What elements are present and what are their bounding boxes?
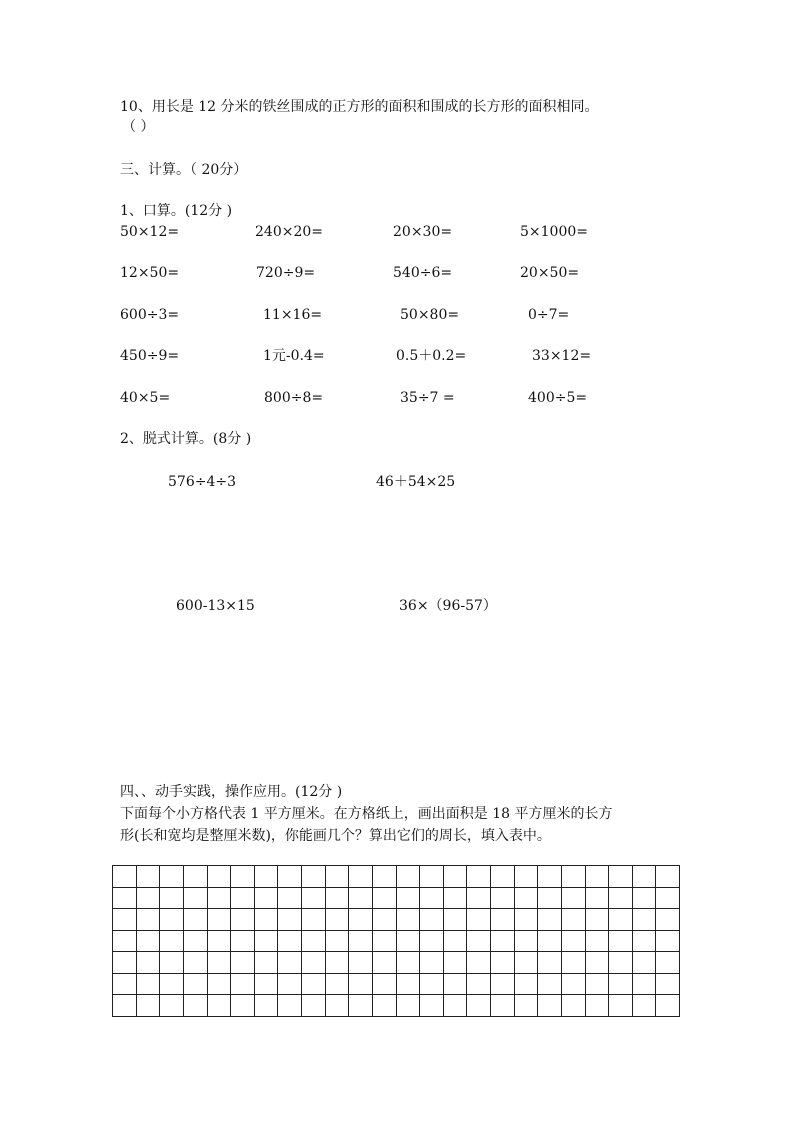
grid-cell (632, 909, 656, 931)
grid-cell (278, 909, 302, 931)
oral-calc-item: 540÷6= (393, 265, 453, 281)
grid-cell (561, 930, 585, 952)
grid-cell (160, 952, 184, 974)
oral-calc-item: 11×16= (263, 307, 323, 323)
grid-cell (113, 952, 137, 974)
grid-cell (396, 930, 420, 952)
grid-cell (136, 973, 160, 995)
grid-cell (396, 866, 420, 888)
q10-answer-blank: （ ） (122, 119, 155, 135)
grid-cell (491, 909, 515, 931)
grid-cell (609, 995, 633, 1017)
grid-cell (491, 952, 515, 974)
grid-cell (278, 995, 302, 1017)
grid-cell (207, 930, 231, 952)
grid-cell (514, 930, 538, 952)
oral-calc-item: 600÷3= (120, 307, 180, 323)
grid-cell (278, 952, 302, 974)
oral-calc-title: 1、口算。(12分 ) (120, 203, 233, 219)
grid-cell (585, 887, 609, 909)
grid-cell (183, 952, 207, 974)
section3-title: 三、计算。（ 20分） (120, 162, 248, 178)
grid-cell (136, 952, 160, 974)
grid-cell (372, 995, 396, 1017)
grid-cell (396, 973, 420, 995)
grid-cell (231, 952, 255, 974)
grid-cell (632, 952, 656, 974)
grid-cell (514, 909, 538, 931)
grid-cell (561, 995, 585, 1017)
grid-cell (396, 995, 420, 1017)
oral-calc-item: 35÷7 = (400, 390, 455, 406)
section4-instruction-line1: 下面每个小方格代表 1 平方厘米。在方格纸上，画出面积是 18 平方厘米的长方 (120, 806, 613, 822)
grid-cell (420, 887, 444, 909)
grid-cell (585, 973, 609, 995)
grid-cell (349, 973, 373, 995)
grid-cell (183, 973, 207, 995)
grid-cell (632, 887, 656, 909)
grid-cell (372, 887, 396, 909)
grid-cell (585, 909, 609, 931)
grid-cell (372, 930, 396, 952)
grid-cell (254, 952, 278, 974)
oral-calc-item: 0÷7= (528, 307, 570, 323)
grid-cell (443, 952, 467, 974)
grid-cell (254, 866, 278, 888)
grid-cell (207, 995, 231, 1017)
grid-cell (561, 973, 585, 995)
grid-cell (656, 952, 680, 974)
grid-cell (183, 887, 207, 909)
grid-cell (561, 952, 585, 974)
oral-calc-item: 400÷5= (528, 390, 588, 406)
grid-cell (302, 909, 326, 931)
grid-cell (302, 952, 326, 974)
grid-cell (160, 866, 184, 888)
grid-cell (113, 887, 137, 909)
section4-title: 四、、动手实践，操作应用。(12分 ) (120, 784, 343, 800)
grid-cell (561, 866, 585, 888)
grid-row (113, 866, 680, 888)
step-calc-item: 576÷4÷3 (168, 474, 236, 490)
grid-cell (561, 887, 585, 909)
grid-cell (467, 995, 491, 1017)
grid-cell (609, 952, 633, 974)
grid-cell (538, 930, 562, 952)
grid-cell (372, 973, 396, 995)
grid-cell (302, 995, 326, 1017)
grid-cell (467, 909, 491, 931)
oral-calc-item: 33×12= (532, 348, 592, 364)
grid-cell (113, 995, 137, 1017)
grid-cell (656, 909, 680, 931)
grid-cell (302, 930, 326, 952)
grid-cell (325, 930, 349, 952)
oral-calc-item: 20×50= (520, 265, 580, 281)
grid-cell (160, 973, 184, 995)
grid-cell (254, 995, 278, 1017)
grid-cell (278, 973, 302, 995)
grid-row (113, 909, 680, 931)
grid-cell (160, 887, 184, 909)
grid-cell (207, 973, 231, 995)
grid-cell (420, 866, 444, 888)
grid-cell (609, 973, 633, 995)
grid-cell (183, 909, 207, 931)
grid-cell (514, 866, 538, 888)
grid-cell (609, 866, 633, 888)
grid-cell (136, 995, 160, 1017)
grid-row (113, 887, 680, 909)
grid-cell (632, 866, 656, 888)
grid-cell (420, 930, 444, 952)
oral-calc-item: 40×5= (120, 390, 171, 406)
grid-cell (207, 866, 231, 888)
grid-cell (656, 973, 680, 995)
grid-table (112, 865, 680, 1017)
grid-cell (491, 930, 515, 952)
grid-row (113, 995, 680, 1017)
grid-cell (538, 973, 562, 995)
grid-cell (443, 887, 467, 909)
grid-cell (372, 909, 396, 931)
grid-cell (491, 866, 515, 888)
grid-cell (207, 887, 231, 909)
grid-cell (160, 909, 184, 931)
grid-cell (278, 930, 302, 952)
grid-cell (325, 909, 349, 931)
oral-calc-item: 12×50= (120, 265, 180, 281)
grid-cell (632, 995, 656, 1017)
grid-cell (231, 930, 255, 952)
grid-cell (538, 909, 562, 931)
grid-cell (254, 909, 278, 931)
oral-calc-item: 20×30= (393, 224, 453, 240)
grid-cell (467, 866, 491, 888)
grid-cell (396, 909, 420, 931)
grid-cell (231, 995, 255, 1017)
oral-calc-item: 450÷9= (120, 348, 180, 364)
grid-cell (656, 930, 680, 952)
grid-cell (136, 887, 160, 909)
grid-row (113, 930, 680, 952)
grid-cell (609, 909, 633, 931)
grid-cell (396, 952, 420, 974)
grid-cell (609, 887, 633, 909)
grid-cell (585, 995, 609, 1017)
grid-cell (443, 909, 467, 931)
grid-cell (349, 887, 373, 909)
grid-cell (491, 887, 515, 909)
grid-cell (396, 887, 420, 909)
grid-cell (183, 866, 207, 888)
step-calc-item: 46＋54×25 (376, 474, 456, 490)
grid-cell (349, 909, 373, 931)
section4-instruction-line2: 形(长和宽均是整厘米数)，你能画几个？算出它们的周长，填入表中。 (120, 828, 551, 844)
grid-cell (325, 952, 349, 974)
grid-row (113, 952, 680, 974)
grid-cell (231, 887, 255, 909)
grid-cell (254, 973, 278, 995)
grid-cell (136, 930, 160, 952)
grid-cell (183, 995, 207, 1017)
grid-cell (491, 973, 515, 995)
grid-cell (207, 909, 231, 931)
grid-cell (113, 930, 137, 952)
grid-cell (656, 995, 680, 1017)
grid-cell (302, 973, 326, 995)
grid-cell (231, 973, 255, 995)
grid-cell (420, 973, 444, 995)
grid-cell (254, 887, 278, 909)
grid-cell (467, 973, 491, 995)
grid-cell (349, 930, 373, 952)
grid-cell (349, 866, 373, 888)
grid-cell (325, 973, 349, 995)
oral-calc-item: 50×12= (120, 224, 180, 240)
grid-cell (231, 866, 255, 888)
grid-cell (325, 887, 349, 909)
grid-cell (136, 909, 160, 931)
square-grid-paper (112, 865, 680, 1017)
grid-cell (632, 973, 656, 995)
oral-calc-item: 50×80= (400, 307, 460, 323)
grid-cell (278, 866, 302, 888)
grid-cell (325, 995, 349, 1017)
grid-cell (467, 930, 491, 952)
grid-cell (113, 909, 137, 931)
grid-cell (349, 952, 373, 974)
grid-cell (514, 995, 538, 1017)
grid-cell (632, 930, 656, 952)
grid-cell (160, 995, 184, 1017)
oral-calc-item: 5×1000= (520, 224, 588, 240)
grid-cell (231, 909, 255, 931)
grid-cell (278, 887, 302, 909)
grid-cell (349, 995, 373, 1017)
grid-cell (372, 952, 396, 974)
oral-calc-item: 720÷9= (256, 265, 316, 281)
grid-cell (561, 909, 585, 931)
grid-cell (207, 952, 231, 974)
grid-cell (514, 973, 538, 995)
grid-cell (113, 973, 137, 995)
grid-cell (538, 887, 562, 909)
grid-cell (302, 866, 326, 888)
grid-cell (420, 909, 444, 931)
q10-text: 10、用长是 12 分米的铁丝围成的正方形的面积和围成的长方形的面积相同。 (120, 99, 599, 115)
grid-cell (656, 866, 680, 888)
grid-cell (538, 866, 562, 888)
grid-cell (254, 930, 278, 952)
grid-cell (538, 995, 562, 1017)
oral-calc-item: 240×20= (255, 224, 323, 240)
grid-cell (420, 952, 444, 974)
grid-cell (656, 887, 680, 909)
grid-cell (160, 930, 184, 952)
grid-row (113, 973, 680, 995)
grid-cell (183, 930, 207, 952)
oral-calc-item: 0.5＋0.2= (396, 348, 467, 364)
step-calc-title: 2、脱式计算。(8分 ) (120, 431, 252, 447)
grid-cell (514, 887, 538, 909)
grid-cell (302, 887, 326, 909)
grid-cell (585, 866, 609, 888)
grid-cell (443, 995, 467, 1017)
grid-cell (538, 952, 562, 974)
grid-cell (467, 952, 491, 974)
grid-cell (443, 973, 467, 995)
grid-cell (514, 952, 538, 974)
grid-cell (585, 930, 609, 952)
oral-calc-item: 1元-0.4= (263, 348, 325, 364)
grid-cell (325, 866, 349, 888)
grid-cell (443, 866, 467, 888)
grid-cell (443, 930, 467, 952)
grid-cell (136, 866, 160, 888)
grid-cell (113, 866, 137, 888)
step-calc-item: 600-13×15 (176, 598, 255, 614)
grid-cell (467, 887, 491, 909)
grid-cell (420, 995, 444, 1017)
grid-cell (609, 930, 633, 952)
grid-cell (491, 995, 515, 1017)
grid-cell (585, 952, 609, 974)
oral-calc-item: 800÷8= (264, 390, 324, 406)
step-calc-item: 36×（96-57） (399, 598, 497, 614)
grid-cell (372, 866, 396, 888)
